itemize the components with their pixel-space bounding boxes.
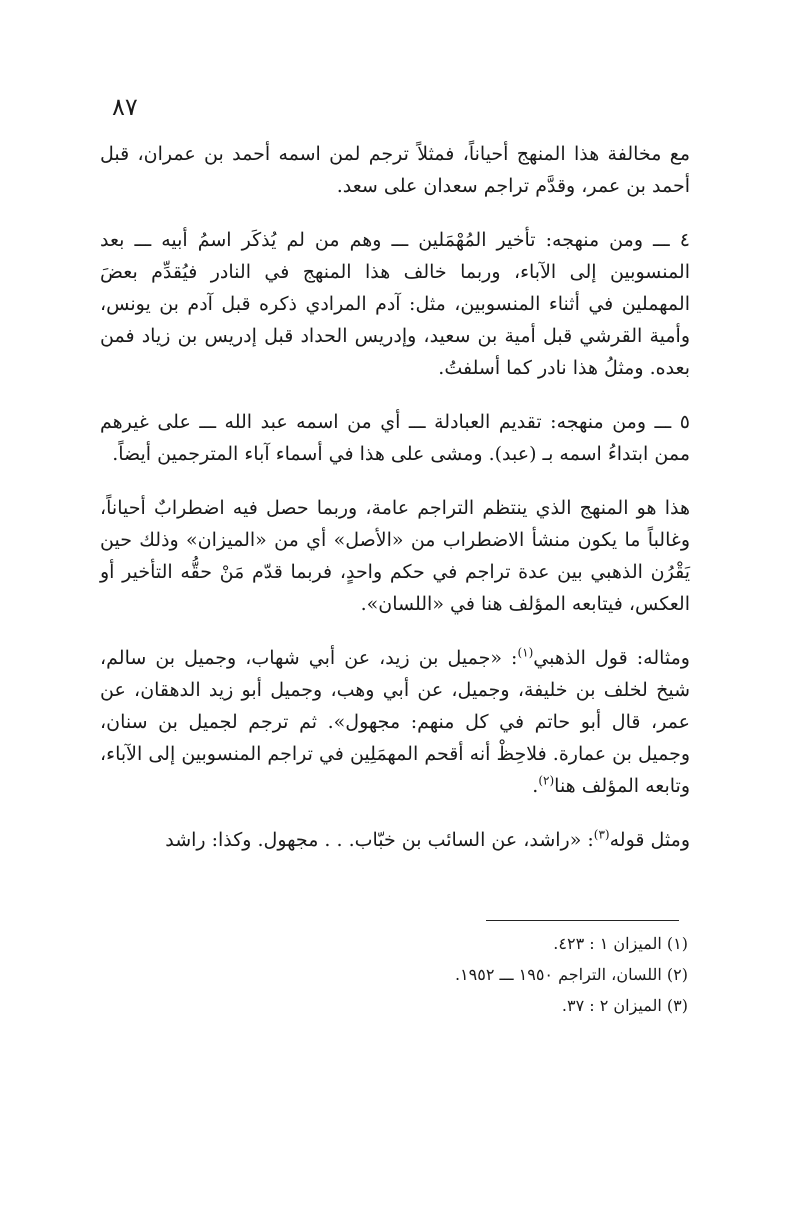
page-number: ٨٧: [112, 93, 138, 121]
example-text: ومثل قوله: [609, 829, 690, 851]
footnote-ref-3: (٣): [593, 827, 610, 842]
footnote-ref-2: (٢): [538, 773, 555, 788]
footnote-2: (٢) اللسان، التراجم ١٩٥٠ ـــ ١٩٥٢.: [454, 965, 688, 984]
paragraph-continuation: مع مخالفة هذا المنهج أحياناً، فمثلاً ترجم لمن اسمه أحمد بن عمران، قبل أحمد بن عمر، وقدَّم تراجم سعدان على سعد.: [100, 143, 690, 197]
footnotes: [300, 928, 688, 1021]
paragraph-example-rashid: [100, 824, 690, 856]
paragraph-example-jamil: [100, 642, 690, 802]
paragraph-point-4: ٤ ـــ ومن منهجه: تأخير المُهْمَلين ـــ وهم من لم يُذكَر اسمُ أبيه ـــ بعد المنسوبين إلى الآباء، وربما خالف هذا المنهج في النادر فيُقدِّم بعضَ المهملين في أثناء المنسوبين، مثل: آدم المرادي ذكره قبل آدم بن يونس، وأمية القرشي قبل أمية بن سعيد، وإدريس الحداد قبل إدريس بن زياد فمن بعده. ومثلُ هذا نادر كما أسلفتُ.: [100, 229, 690, 379]
footnote-ref-1: (١): [517, 645, 534, 660]
example-text: .: [532, 775, 539, 797]
example-text: ومثاله: قول الذهبي: [533, 647, 690, 669]
footnote-1: (١) الميزان ١ : ٤٢٣.: [553, 934, 688, 953]
main-text: [100, 138, 690, 878]
footnote-3: (٣) الميزان ٢ : ٣٧.: [561, 996, 688, 1015]
example-text: : «راشد، عن السائب بن خبّاب. . . مجهول. وكذا: راشد: [165, 829, 594, 851]
footnote-divider: [486, 920, 679, 921]
example-text: : «جميل بن زيد، عن أبي شهاب، وجميل بن سالم، شيخ لخلف بن خليفة، وجميل، عن أبي وهب، وجميل أبو زيد الدهقان، عن عمر، قال أبو حاتم في كل منهم: مجهول». ثم ترجم لجميل بن سنان، وجميل بن عمارة. فلاحِظْ أنه أقحم المهمَلِين في تراجم المنسوبين إلى الآباء، وتابعه المؤلف هنا: [100, 647, 690, 797]
paragraph-point-5: ٥ ـــ ومن منهجه: تقديم العبادلة ـــ أي من اسمه عبد الله ـــ على غيرهم ممن ابتداءُ اسمه بـ (عبد). ومشى على هذا في أسماء آباء المترجمين أيضاً.: [100, 411, 690, 465]
paragraph-method-summary: هذا هو المنهج الذي ينتظم التراجم عامة، وربما حصل فيه اضطرابٌ أحياناً، وغالباً ما يكون منشأ الاضطراب من «الأصل» أي من «الميزان» وذلك حين يَقْرُن الذهبي بين عدة تراجم في حكم واحدٍ، فربما قدّم مَنْ حقُّه التأخير أو العكس، فيتابعه المؤلف هنا في «اللسان».: [100, 497, 690, 615]
